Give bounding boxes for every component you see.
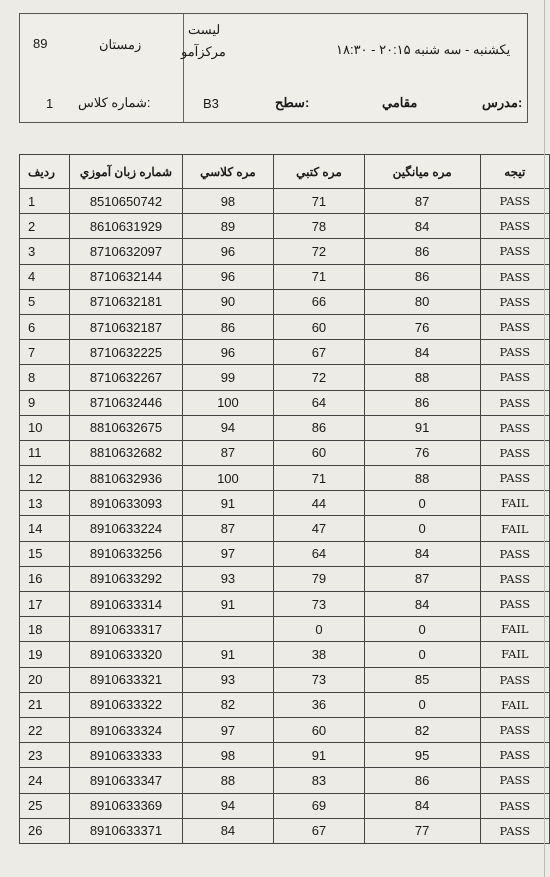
table-row — [20, 642, 550, 667]
cell-row-number: 25 — [20, 793, 70, 818]
cell-written-score: 86 — [274, 415, 364, 440]
cell-row-number: 2 — [20, 214, 70, 239]
cell-student-id: 8710632446 — [70, 390, 182, 415]
cell-average-score: 0 — [364, 491, 480, 516]
cell-written-score: 73 — [274, 667, 364, 692]
cell-student-id: 8910633324 — [70, 717, 182, 742]
cell-student-id: 8710632181 — [70, 289, 182, 314]
cell-student-id: 8610631929 — [70, 214, 182, 239]
table-row — [20, 365, 550, 390]
cell-row-number: 1 — [20, 189, 70, 214]
table-row — [20, 491, 550, 516]
cell-written-score: 60 — [274, 717, 364, 742]
cell-written-score: 67 — [274, 340, 364, 365]
cell-result: PASS — [480, 743, 549, 768]
cell-student-id: 8910633093 — [70, 491, 182, 516]
cell-written-score: 72 — [274, 239, 364, 264]
cell-row-number: 16 — [20, 566, 70, 591]
cell-written-score: 60 — [274, 314, 364, 339]
table-row — [20, 239, 550, 264]
cell-average-score: 0 — [364, 516, 480, 541]
schedule: يکشنبه - سه شنبه ۲۰:۱۵ - ۱۸:۳۰ — [336, 42, 511, 57]
table-row — [20, 189, 550, 214]
cell-written-score: 44 — [274, 491, 364, 516]
cell-result: PASS — [480, 365, 549, 390]
cell-row-number: 22 — [20, 717, 70, 742]
cell-average-score: 0 — [364, 617, 480, 642]
cell-written-score: 60 — [274, 440, 364, 465]
table-row — [20, 340, 550, 365]
cell-class-score: 91 — [182, 491, 274, 516]
cell-average-score: 0 — [364, 692, 480, 717]
term: زمستان — [99, 37, 142, 52]
cell-result: PASS — [480, 793, 549, 818]
cell-row-number: 20 — [20, 667, 70, 692]
table-row — [20, 566, 550, 591]
table-body — [20, 189, 550, 844]
cell-class-score: 98 — [182, 189, 274, 214]
class-number-label: شماره کلاس: — [78, 95, 151, 110]
table-row — [20, 717, 550, 742]
level-value: B3 — [203, 96, 219, 111]
cell-average-score: 84 — [364, 214, 480, 239]
table-row — [20, 692, 550, 717]
cell-row-number: 13 — [20, 491, 70, 516]
cell-result: PASS — [480, 541, 549, 566]
cell-written-score: 69 — [274, 793, 364, 818]
cell-result: PASS — [480, 440, 549, 465]
table-row — [20, 617, 550, 642]
cell-class-score: 84 — [182, 818, 274, 843]
table-row — [20, 541, 550, 566]
cell-row-number: 5 — [20, 289, 70, 314]
cell-result: PASS — [480, 340, 549, 365]
cell-average-score: 76 — [364, 314, 480, 339]
cell-result: PASS — [480, 214, 549, 239]
cell-class-score: 88 — [182, 768, 274, 793]
cell-class-score: 96 — [182, 239, 274, 264]
table-row — [20, 592, 550, 617]
cell-average-score: 84 — [364, 340, 480, 365]
cell-average-score: 85 — [364, 667, 480, 692]
table-row — [20, 667, 550, 692]
cell-average-score: 88 — [364, 466, 480, 491]
cell-result: PASS — [480, 466, 549, 491]
cell-written-score: 73 — [274, 592, 364, 617]
cell-class-score: 97 — [182, 717, 274, 742]
cell-class-score: 98 — [182, 743, 274, 768]
cell-result: PASS — [480, 717, 549, 742]
cell-average-score: 95 — [364, 743, 480, 768]
cell-average-score: 86 — [364, 264, 480, 289]
center-label: مرکزآمو — [181, 44, 226, 59]
cell-class-score: 100 — [182, 466, 274, 491]
table-row — [20, 390, 550, 415]
cell-student-id: 8710632144 — [70, 264, 182, 289]
cell-average-score: 84 — [364, 541, 480, 566]
cell-student-id: 8810632675 — [70, 415, 182, 440]
cell-average-score: 86 — [364, 768, 480, 793]
cell-row-number: 15 — [20, 541, 70, 566]
cell-student-id: 8910633317 — [70, 617, 182, 642]
cell-average-score: 87 — [364, 566, 480, 591]
cell-class-score: 86 — [182, 314, 274, 339]
header-divider — [183, 14, 184, 122]
cell-result: FAIL — [480, 516, 549, 541]
cell-average-score: 91 — [364, 415, 480, 440]
header-student-id: شماره زبان آموزي — [70, 155, 182, 189]
cell-row-number: 24 — [20, 768, 70, 793]
cell-average-score: 82 — [364, 717, 480, 742]
cell-row-number: 14 — [20, 516, 70, 541]
cell-written-score: 79 — [274, 566, 364, 591]
cell-class-score: 94 — [182, 415, 274, 440]
cell-written-score: 71 — [274, 466, 364, 491]
cell-written-score: 71 — [274, 264, 364, 289]
cell-result: PASS — [480, 239, 549, 264]
scan-edge-line — [544, 0, 545, 877]
cell-row-number: 6 — [20, 314, 70, 339]
cell-class-score: 93 — [182, 667, 274, 692]
header-result: تيجه — [480, 155, 549, 189]
cell-result: FAIL — [480, 642, 549, 667]
teacher-label: مدرس: — [482, 95, 523, 110]
cell-class-score: 87 — [182, 440, 274, 465]
cell-result: PASS — [480, 264, 549, 289]
header-average-score: مره ميانگين — [364, 155, 480, 189]
header-row-number: رديف — [20, 155, 70, 189]
cell-student-id: 8910633369 — [70, 793, 182, 818]
cell-class-score: 82 — [182, 692, 274, 717]
table-row — [20, 743, 550, 768]
cell-student-id: 8910633292 — [70, 566, 182, 591]
table-row — [20, 314, 550, 339]
cell-student-id: 8910633224 — [70, 516, 182, 541]
cell-result: PASS — [480, 818, 549, 843]
cell-written-score: 36 — [274, 692, 364, 717]
header-class-score: مره کلاسي — [182, 155, 274, 189]
table-row — [20, 264, 550, 289]
cell-student-id: 8910633320 — [70, 642, 182, 667]
cell-student-id: 8710632187 — [70, 314, 182, 339]
cell-class-score: 91 — [182, 592, 274, 617]
cell-written-score: 47 — [274, 516, 364, 541]
cell-class-score: 97 — [182, 541, 274, 566]
cell-result: PASS — [480, 592, 549, 617]
cell-class-score: 96 — [182, 264, 274, 289]
cell-average-score: 77 — [364, 818, 480, 843]
cell-result: PASS — [480, 768, 549, 793]
cell-student-id: 8810632936 — [70, 466, 182, 491]
cell-student-id: 8910633321 — [70, 667, 182, 692]
cell-row-number: 3 — [20, 239, 70, 264]
cell-student-id: 8910633314 — [70, 592, 182, 617]
cell-student-id: 8710632097 — [70, 239, 182, 264]
cell-student-id: 8910633256 — [70, 541, 182, 566]
cell-average-score: 84 — [364, 793, 480, 818]
cell-result: FAIL — [480, 692, 549, 717]
cell-row-number: 18 — [20, 617, 70, 642]
cell-student-id: 8910633371 — [70, 818, 182, 843]
cell-class-score: 90 — [182, 289, 274, 314]
cell-written-score: 91 — [274, 743, 364, 768]
cell-student-id: 8810632682 — [70, 440, 182, 465]
cell-result: PASS — [480, 289, 549, 314]
cell-student-id: 8510650742 — [70, 189, 182, 214]
cell-student-id: 8910633333 — [70, 743, 182, 768]
cell-row-number: 8 — [20, 365, 70, 390]
cell-result: FAIL — [480, 491, 549, 516]
cell-class-score: 91 — [182, 642, 274, 667]
cell-row-number: 19 — [20, 642, 70, 667]
cell-row-number: 26 — [20, 818, 70, 843]
year: 89 — [33, 36, 48, 51]
cell-average-score: 84 — [364, 592, 480, 617]
level-label: سطح: — [275, 95, 310, 110]
cell-row-number: 17 — [20, 592, 70, 617]
table-row — [20, 818, 550, 843]
cell-class-score: 89 — [182, 214, 274, 239]
cell-result: PASS — [480, 189, 549, 214]
table-header-row — [20, 155, 550, 189]
table-row — [20, 289, 550, 314]
cell-average-score: 0 — [364, 642, 480, 667]
cell-class-score: 100 — [182, 390, 274, 415]
cell-result: FAIL — [480, 617, 549, 642]
cell-average-score: 87 — [364, 189, 480, 214]
cell-student-id: 8910633347 — [70, 768, 182, 793]
cell-class-score: 93 — [182, 566, 274, 591]
cell-average-score: 80 — [364, 289, 480, 314]
cell-result: PASS — [480, 667, 549, 692]
cell-written-score: 71 — [274, 189, 364, 214]
cell-average-score: 88 — [364, 365, 480, 390]
cell-class-score: 87 — [182, 516, 274, 541]
cell-written-score: 38 — [274, 642, 364, 667]
cell-student-id: 8710632225 — [70, 340, 182, 365]
cell-row-number: 23 — [20, 743, 70, 768]
header-written-score: مره کتبي — [274, 155, 364, 189]
teacher-name: مقامي — [382, 95, 418, 110]
cell-row-number: 11 — [20, 440, 70, 465]
cell-result: PASS — [480, 415, 549, 440]
list-label: ليست — [188, 22, 221, 37]
table-row — [20, 768, 550, 793]
cell-written-score: 66 — [274, 289, 364, 314]
cell-class-score: 94 — [182, 793, 274, 818]
cell-row-number: 12 — [20, 466, 70, 491]
cell-student-id: 8910633322 — [70, 692, 182, 717]
cell-row-number: 7 — [20, 340, 70, 365]
cell-row-number: 21 — [20, 692, 70, 717]
cell-written-score: 64 — [274, 541, 364, 566]
cell-row-number: 9 — [20, 390, 70, 415]
cell-average-score: 86 — [364, 239, 480, 264]
cell-row-number: 10 — [20, 415, 70, 440]
table-row — [20, 516, 550, 541]
cell-class-score: 99 — [182, 365, 274, 390]
cell-class-score: 96 — [182, 340, 274, 365]
cell-written-score: 64 — [274, 390, 364, 415]
table-row — [20, 214, 550, 239]
cell-result: PASS — [480, 566, 549, 591]
cell-average-score: 86 — [364, 390, 480, 415]
cell-class-score — [182, 617, 274, 642]
cell-result: PASS — [480, 314, 549, 339]
cell-written-score: 67 — [274, 818, 364, 843]
cell-average-score: 76 — [364, 440, 480, 465]
cell-written-score: 83 — [274, 768, 364, 793]
cell-student-id: 8710632267 — [70, 365, 182, 390]
table-row — [20, 415, 550, 440]
table-row — [20, 440, 550, 465]
table-row — [20, 466, 550, 491]
class-number: 1 — [46, 96, 54, 111]
cell-written-score: 72 — [274, 365, 364, 390]
cell-written-score: 0 — [274, 617, 364, 642]
grades-table — [19, 154, 550, 844]
table-row — [20, 793, 550, 818]
cell-row-number: 4 — [20, 264, 70, 289]
cell-result: PASS — [480, 390, 549, 415]
cell-written-score: 78 — [274, 214, 364, 239]
